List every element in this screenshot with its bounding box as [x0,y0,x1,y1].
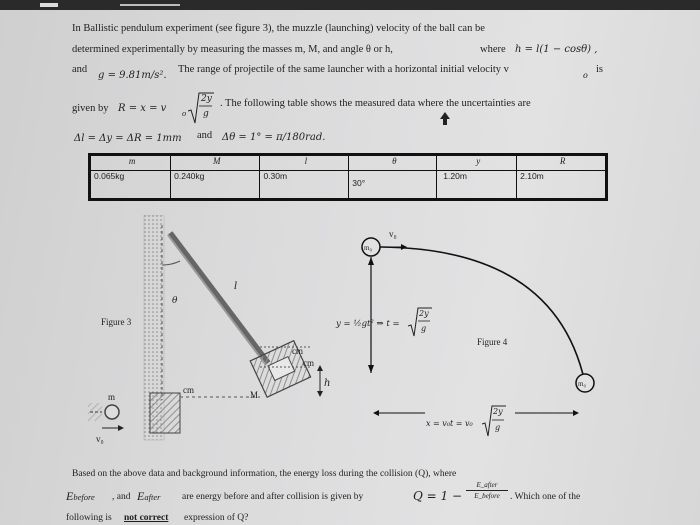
cell-m: 0.065kg [90,171,171,200]
top-border [0,0,700,10]
table-row [90,171,607,200]
range-sqrt-den: g [203,109,209,119]
e-before-sub: before [73,492,95,502]
q-formula: Q = 1 − [413,489,463,503]
ball-label-top: m₀ [364,244,372,252]
header-y: y [437,155,517,171]
question-line-3c: expression of Q? [184,513,249,523]
h-formula: h = l(1 − cosθ) , [515,44,598,55]
intro-line-1: In Ballistic pendulum experiment (see figure 3), the muzzle (launching) velocity of the ball can be [72,23,485,34]
data-table [88,153,608,201]
intro-where: where [480,44,506,55]
label-cm-1: cm [292,346,303,356]
question-line-2c: . Which one of the [510,492,581,502]
question-and: , and [112,492,131,502]
ball-label-ground: m₀ [578,380,586,388]
q-fraction [466,480,508,501]
uncert-theta: Δθ = 1° = π/180rad. [222,132,326,143]
e-after-symbol: E [137,489,145,503]
intro-given-by: given by [72,103,109,114]
label-theta: θ [172,296,178,306]
question-not-correct: not correct [124,513,169,523]
q-fraction-num: E_after [466,480,508,491]
question-line-3a: following is [66,513,112,523]
figure-3-caption: Figure 3 [101,317,132,327]
question-line-2: are energy before and after collision is given by [182,492,364,502]
intro-line-4: . The following table shows the measured data where the uncertainties are [220,98,531,109]
intro-line-2: determined experimentally by measuring the masses m, M, and angle θ or h, [72,44,393,55]
e-before [66,490,95,503]
label-h: h [324,378,331,389]
cell-y: 1.20m [437,171,517,200]
uncert-and: and [197,130,213,141]
range-v0-sub: o [182,110,187,118]
cell-l: 0.30m [260,171,349,200]
header-theta: θ [349,155,437,171]
figure-3-diagram [88,215,358,455]
eq-x-sqrt-den: g [495,423,501,432]
label-cm-3: cm [183,385,194,395]
range-formula: R = x = v [118,103,167,114]
figure-4-diagram [345,225,595,440]
cell-theta: 30° [349,171,437,200]
intro-and: and [72,64,88,75]
uncertainties: Δl = Δy = ΔR = 1mm [74,133,182,144]
v0-subscript: o [583,71,588,80]
e-before-symbol: E [66,489,74,503]
intro-line-3: The range of projectile of the same launcher with a horizontal initial velocity v [178,64,509,75]
header-M: M [171,155,260,171]
cell-M: 0.240kg [171,171,260,200]
label-l: l [234,281,238,292]
range-sqrt-num: 2y [201,94,212,104]
header-m: m [90,155,171,171]
figure-4-caption: Figure 4 [477,337,508,347]
eq-x: x = v₀t = v₀ [426,419,473,428]
question-line-1: Based on the above data and background information, the energy loss during the collision (Q), where [72,469,457,479]
g-value: g = 9.81m/s². [98,70,167,81]
eq-y-sqrt-num: 2y [419,309,429,318]
header-l: l [260,155,349,171]
q-fraction-den: E_before [474,492,500,500]
label-M: M [250,390,259,400]
label-v0-fig4: v₀ [389,229,397,239]
e-after [137,490,160,503]
mouse-cursor-icon [440,112,450,126]
label-m: m [108,392,116,402]
label-v0-fig3: v₀ [96,434,104,444]
intro-is: is [596,64,604,75]
eq-y-sqrt-den: g [421,324,427,333]
e-after-sub: after [144,492,161,502]
cell-R: 2.10m [517,171,607,200]
eq-x-sqrt-num: 2y [493,407,503,416]
table-header-row [90,155,607,171]
eq-y: y = ½gt² ⇒ t = [336,319,400,329]
label-cm-2: cm [303,358,314,368]
header-R: R [517,155,607,171]
